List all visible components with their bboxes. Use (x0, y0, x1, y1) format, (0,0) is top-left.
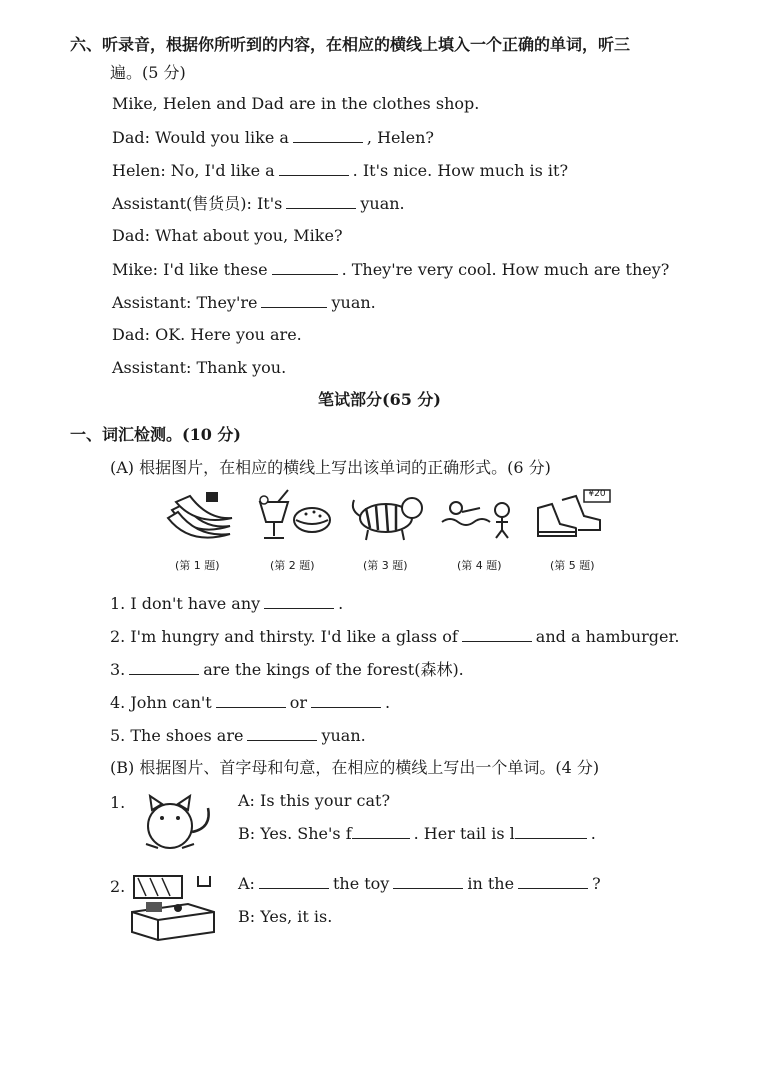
question-3 (110, 658, 464, 681)
fat-cat-icon (138, 788, 218, 854)
answer-blank[interactable] (311, 691, 381, 708)
answer-text: . Her tail is l (413, 824, 515, 843)
answer-blank[interactable] (247, 724, 317, 741)
answer-blank[interactable] (293, 126, 363, 143)
question-text: 2. I'm hungry and thirsty. I'd like a glass of (110, 627, 458, 646)
answer-text: the toy (332, 874, 390, 893)
dialogue-text: yuan. (360, 194, 405, 213)
part1-a-title: (A) 根据图片，在相应的横线上写出该单词的正确形式。(6 分) (110, 458, 551, 477)
b1-question: A: Is this your cat? (238, 791, 391, 810)
answer-blank[interactable] (261, 291, 327, 308)
dialogue-text: Mike: I'd like these (112, 260, 268, 279)
dialogue-line-7: Dad: OK. Here you are. (112, 325, 302, 344)
part1-title: 一、词汇检测。(10 分) (70, 425, 241, 444)
dialogue-intro: Mike, Helen and Dad are in the clothes shop. (112, 94, 480, 113)
dialogue-line-8: Assistant: Thank you. (112, 358, 287, 377)
answer-text: . (590, 824, 596, 843)
juice-glass-icon (254, 488, 294, 544)
dialogue-line-1 (112, 126, 434, 149)
question-text: 1. I don't have any (110, 594, 261, 613)
caption-q3: (第 3 题) (363, 559, 408, 572)
bananas-icon (162, 490, 242, 542)
toy-box-room-icon (128, 872, 220, 942)
answer-blank[interactable] (462, 625, 532, 642)
caption-q4: (第 4 题) (457, 559, 502, 572)
answer-blank[interactable] (279, 159, 349, 176)
question-text: . (338, 594, 344, 613)
dialogue-line-5 (112, 258, 669, 281)
caption-q1: (第 1 题) (175, 559, 220, 572)
question-text: 3. (110, 660, 126, 679)
swimming-icon (440, 494, 520, 540)
part1-b-title: (B) 根据图片、首字母和句意，在相应的横线上写出一个单词。(4 分) (110, 758, 600, 777)
answer-blank[interactable] (352, 822, 410, 839)
question-text: yuan. (321, 726, 366, 745)
answer-blank[interactable] (518, 872, 588, 889)
dialogue-text: . It's nice. How much is it? (352, 161, 569, 180)
answer-blank[interactable] (515, 822, 587, 839)
b2-answer: B: Yes, it is. (238, 907, 333, 926)
answer-text: B: Yes. She's f (238, 824, 352, 843)
dialogue-text: Assistant(售货员): It's (112, 194, 283, 213)
question-1 (110, 592, 343, 615)
price-tag: ¥20 (588, 489, 606, 499)
answer-blank[interactable] (393, 872, 463, 889)
question-text: 5. The shoes are (110, 726, 244, 745)
dialogue-text: Dad: Would you like a (112, 128, 289, 147)
dialogue-text: yuan. (331, 293, 376, 312)
section6-title-line2: 遍。(5 分) (110, 63, 186, 82)
answer-text: ? (592, 874, 601, 893)
dialogue-text: Assistant: They're (112, 293, 258, 312)
answer-blank[interactable] (286, 192, 356, 209)
dialogue-line-3 (112, 192, 405, 215)
answer-blank[interactable] (264, 592, 334, 609)
dialogue-line-2 (112, 159, 568, 182)
b2-question (238, 872, 601, 895)
answer-text: A: (238, 874, 255, 893)
answer-blank[interactable] (259, 872, 329, 889)
dialogue-text: Helen: No, I'd like a (112, 161, 275, 180)
question-5 (110, 724, 366, 747)
tiger-icon (348, 490, 428, 542)
question-text: 4. John can't (110, 693, 212, 712)
caption-q5: (第 5 题) (550, 559, 595, 572)
question-text: are the kings of the forest(森林). (203, 660, 464, 679)
question-text: . (385, 693, 391, 712)
section6-title-line1: 六、听录音，根据你所听到的内容，在相应的横线上填入一个正确的单词，听三 (70, 35, 631, 54)
answer-text: in the (467, 874, 515, 893)
question-text: or (289, 693, 308, 712)
hamburger-icon (292, 506, 332, 536)
written-section-heading: 笔试部分(65 分) (318, 390, 441, 409)
caption-q2: (第 2 题) (270, 559, 315, 572)
question-2 (110, 625, 679, 648)
dialogue-text: , Helen? (366, 128, 434, 147)
answer-blank[interactable] (129, 658, 199, 675)
b2-number: 2. (110, 877, 126, 896)
answer-blank[interactable] (272, 258, 338, 275)
question-4 (110, 691, 390, 714)
answer-blank[interactable] (216, 691, 286, 708)
b1-answer (238, 822, 596, 845)
dialogue-text: . They're very cool. How much are they? (341, 260, 670, 279)
b1-number: 1. (110, 793, 126, 812)
question-text: and a hamburger. (535, 627, 680, 646)
dialogue-line-6 (112, 291, 376, 314)
dialogue-line-4: Dad: What about you, Mike? (112, 226, 343, 245)
